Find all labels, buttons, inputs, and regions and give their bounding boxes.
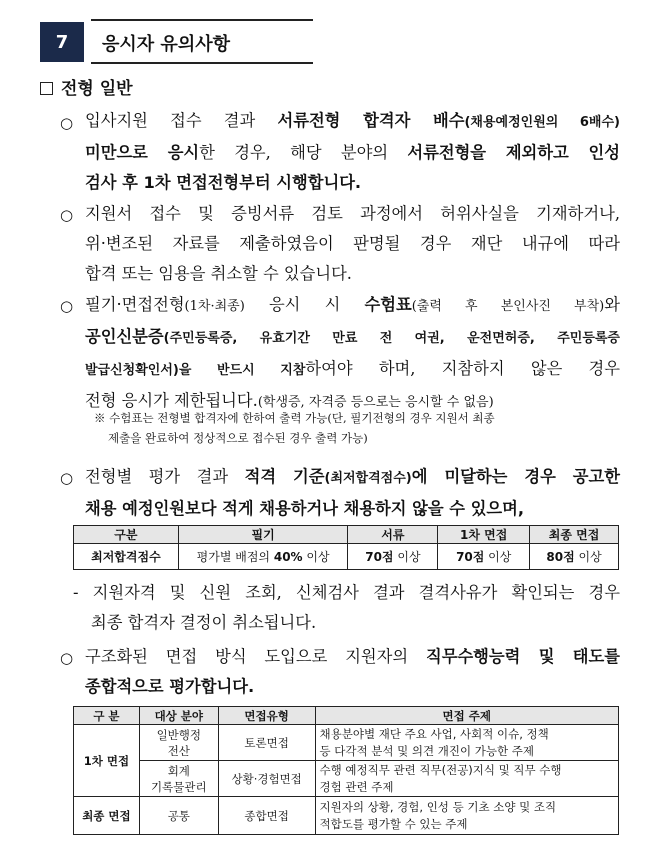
text: 지원서 접수 및 증빙서류 검토 과정에서 허위사실을 기재하거나, (85, 204, 620, 223)
cell-pilgi (178, 544, 348, 570)
text: 필기·면접전형 (85, 295, 185, 314)
type-cell: 종합면접 (218, 797, 315, 835)
text: 이상 (484, 550, 512, 564)
bold-text: 미만으로 응시 (85, 143, 200, 162)
column-header: 대상 분야 (139, 707, 218, 725)
paragraph-4 (85, 462, 620, 524)
bold-text: (채용예정인원의 6배수) (464, 115, 620, 130)
text: 기록물관리 (151, 779, 207, 794)
text: 이상 (393, 550, 421, 564)
stage-cell: 최종 면접 (74, 797, 140, 835)
bold-text: 적격 기준 (244, 467, 325, 486)
text: 채용분야별 재단 주요 사업, 사회적 이슈, 정책 (319, 726, 549, 741)
bold-text: 에 미달하는 경우 공고한 (411, 467, 620, 486)
bold-text: 40% (273, 550, 303, 564)
text: 일반행정 (156, 727, 202, 742)
bullet-circle-icon: ○ (60, 297, 74, 315)
bullet-circle-icon: ○ (60, 469, 74, 487)
section-number-badge (40, 22, 84, 62)
field-cell: 공통 (139, 797, 218, 835)
bold-text: 직무수행능력 및 태도를 (425, 647, 620, 666)
text: 위·변조된 자료를 제출하였음이 판명될 경우 재단 내규에 따라 (85, 234, 620, 253)
text: 전형별 평가 결과 (85, 467, 245, 486)
page-title: 응시자 유의사항 (102, 34, 230, 55)
paragraph-2 (85, 199, 620, 289)
bold-text: 70점 (456, 550, 485, 564)
text: 전산 (167, 743, 190, 758)
column-header: 면접유형 (218, 707, 315, 725)
text: 구조화된 면접 방식 도입으로 지원자의 (85, 647, 426, 666)
bold-text: 70점 (365, 550, 394, 564)
bullet-circle-icon: ○ (60, 206, 74, 224)
column-header: 구분 (74, 526, 179, 544)
paragraph-6 (85, 642, 620, 702)
bold-text: 종합적으로 평가합니다. (85, 677, 255, 696)
bold-text: 서류전형을 제외하고 인성 (407, 143, 620, 162)
text: 평가별 배점의 (196, 550, 274, 564)
table-row (74, 761, 619, 797)
paragraph-3 (85, 290, 620, 418)
text: (출력 후 본인사진 부착) (411, 299, 605, 314)
text: (1차·최종) (184, 299, 245, 314)
cell-first-interview (438, 544, 530, 570)
text: (학생증, 자격증 등으로는 응시할 수 없음) (257, 395, 494, 410)
column-header: 구 분 (74, 707, 140, 725)
text: 이상 (574, 550, 602, 564)
text: 회계 (167, 763, 190, 778)
topic-cell (315, 761, 618, 797)
checkbox-square-icon (40, 82, 53, 95)
table-row (74, 725, 619, 761)
bold-text: 공인신분증 (85, 327, 164, 346)
column-header: 면접 주제 (315, 707, 618, 725)
topic-cell (315, 797, 618, 835)
bold-text: 서류전형 합격자 배수 (277, 111, 465, 130)
text: 이상 (302, 550, 330, 564)
title-rule-bottom (91, 62, 313, 64)
bullet-circle-icon: ○ (60, 649, 74, 667)
table-header-row (74, 707, 619, 725)
text: 최종 합격자 결정이 취소됩니다. (91, 613, 317, 632)
bold-text: (최저합격점수) (324, 471, 412, 486)
text: 하여야 하며, 지참하지 않은 경우 (305, 359, 620, 378)
note-line: 제출을 완료하여 정상적으로 접수된 경우 출력 가능) (108, 431, 368, 445)
paragraph-1 (85, 106, 620, 198)
bold-text: 80점 (546, 550, 575, 564)
title-rule-top (91, 19, 313, 21)
text: 등 다각적 분석 및 의견 개진이 가능한 주제 (319, 743, 534, 758)
text: 적합도를 평가할 수 있는 주제 (319, 816, 468, 831)
text: 경험 관련 주제 (319, 779, 394, 794)
note-line: ※ 수험표는 전형별 합격자에 한하여 출력 가능(단, 필기전형의 경우 지원서 최종 (94, 411, 495, 425)
table-row (74, 797, 619, 835)
paragraph-5 (73, 578, 620, 638)
interview-table (73, 706, 619, 835)
field-cell (139, 725, 218, 761)
bold-text: 채용 예정인원보다 적게 채용하거나 채용하지 않을 수 있으며, (85, 499, 525, 518)
stage-cell: 1차 면접 (74, 725, 140, 797)
text: 합격 또는 임용을 취소할 수 있습니다. (85, 264, 352, 283)
column-header: 서류 (348, 526, 438, 544)
section-number: 7 (55, 31, 69, 53)
section-heading-text: 전형 일반 (61, 79, 133, 99)
text: 전형 응시가 제한됩니다. (85, 391, 258, 410)
text: - 지원자격 및 신원 조회, 신체검사 결과 결격사유가 확인되는 경우 (73, 583, 620, 602)
bullet-circle-icon: ○ (60, 114, 74, 132)
bold-text: 발급신청확인서)을 반드시 지참 (85, 363, 306, 378)
topic-cell (315, 725, 618, 761)
text: 와 (604, 295, 620, 314)
cell-seoryu (348, 544, 438, 570)
bold-text: 수험표 (364, 295, 412, 314)
column-header: 1차 면접 (438, 526, 530, 544)
column-header: 필기 (178, 526, 348, 544)
text: 한 경우, 해당 분야의 (199, 143, 408, 162)
text: 수행 예정직무 관련 직무(전공)지식 및 직무 수행 (319, 762, 562, 777)
bold-text: (주민등록증, 유효기간 만료 전 여권, 운전면허증, 주민등록증 (163, 331, 620, 346)
text: 지원자의 상황, 경험, 인성 등 기초 소양 및 조직 (319, 799, 557, 814)
cell-final-interview (530, 544, 619, 570)
bold-text: 검사 후 1차 면접전형부터 시행합니다. (85, 173, 362, 192)
type-cell: 상황·경험면접 (218, 761, 315, 797)
table-header-row (74, 526, 619, 544)
column-header: 최종 면접 (530, 526, 619, 544)
score-threshold-table (73, 525, 619, 570)
type-cell: 토론면접 (218, 725, 315, 761)
text: 응시 시 (244, 295, 365, 314)
note (94, 408, 619, 448)
section-heading (40, 74, 133, 99)
text: 입사지원 접수 결과 (85, 111, 278, 130)
field-cell (139, 761, 218, 797)
row-label: 최저합격점수 (74, 544, 179, 570)
table-row (74, 544, 619, 570)
